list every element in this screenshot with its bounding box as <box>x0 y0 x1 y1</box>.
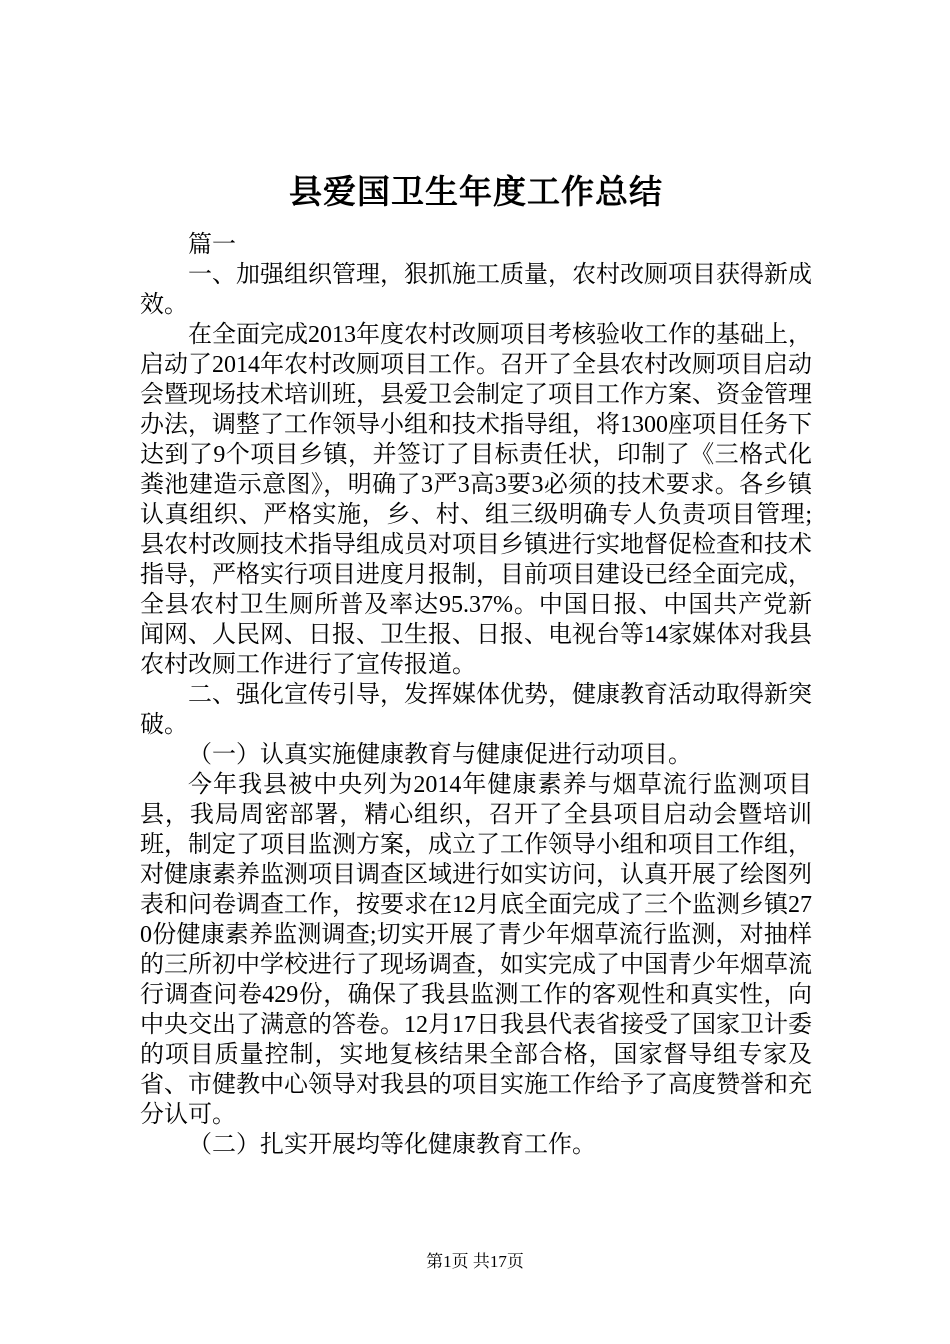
paragraph-section-1-body: 在全面完成2013年度农村改厕项目考核验收工作的基础上，启动了2014年农村改厕项目工作。召开了全县农村改厕项目启动会暨现场技术培训班，县爱卫会制定了项目工作方案、资金管理办法，调整了工作领导小组和技术指导组，将1300座项目任务下达到了9个项目乡镇，并签订了目标责任状，印制了《三格式化粪池建造示意图》，明确了3严3高3要3必须的技术要求。各乡镇认真组织、严格实施，乡、村、组三级明确专人负责项目管理;县农村改厕技术指导组成员对项目乡镇进行实地督促检查和技术指导，严格实行项目进度月报制，目前项目建设已经全面完成，全县农村卫生厕所普及率达95.37%。中国日报、中国共产党新闻网、人民网、日报、卫生报、日报、电视台等14家媒体对我县农村改厕工作进行了宣传报道。 <box>140 322 812 678</box>
paragraph-section-2-item-1-heading: （一）认真实施健康教育与健康促进行动项目。 <box>188 742 692 768</box>
paragraph-section-2-heading: 二、强化宣传引导，发挥媒体优势，健康教育活动取得新突破。 <box>140 682 812 738</box>
paragraph-section-2-item-1-body: 今年我县被中央列为2014年健康素养与烟草流行监测项目县，我局周密部署，精心组织，召开了全县项目启动会暨培训班，制定了项目监测方案，成立了工作领导小组和项目工作组，对健康素养监测项目调查区域进行如实访问，认真开展了绘图列表和问卷调查工作，按要求在12月底全面完成了三个监测乡镇270份健康素养监测调查;切实开展了青少年烟草流行监测，对抽样的三所初中学校进行了现场调查，如实完成了中国青少年烟草流行调查问卷429份，确保了我县监测工作的客观性和真实性，向中央交出了满意的答卷。12月17日我县代表省接受了国家卫计委的项目质量控制，实地复核结果全部合格，国家督导组专家及省、市健教中心领导对我县的项目实施工作给予了高度赞誉和充分认可。 <box>140 772 812 1128</box>
paragraph-section-2-item-2-heading: （二）扎实开展均等化健康教育工作。 <box>188 1132 596 1158</box>
paragraph-section-1-heading: 一、加强组织管理，狠抓施工质量，农村改厕项目获得新成效。 <box>140 262 812 318</box>
page-footer: 第1页 共17页 <box>426 1252 524 1271</box>
paragraph-pian-yi: 篇一 <box>188 232 236 258</box>
document-title: 县爱国卫生年度工作总结 <box>289 175 663 211</box>
